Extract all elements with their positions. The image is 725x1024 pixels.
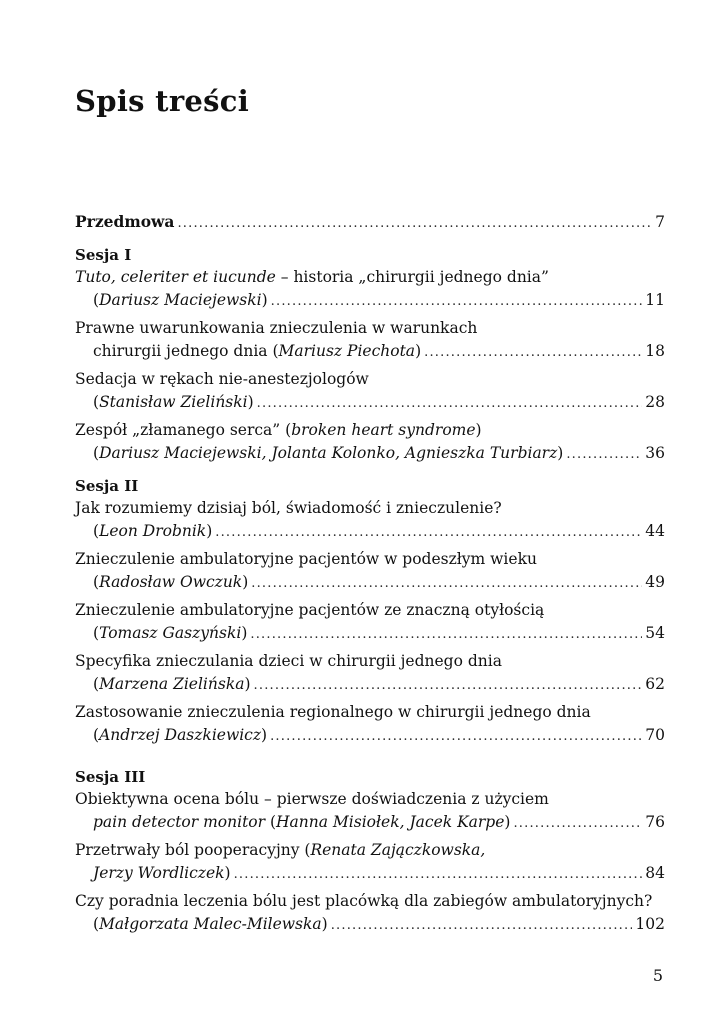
toc-entry[interactable]: Obiektywna ocena bólu – pierwsze doświadczenia z użyciem pain detector monitor (Hanna Misiołek, Jacek Karpe) ..... 76 xyxy=(75,788,665,836)
page-number: 5 xyxy=(652,966,663,985)
toc-entry[interactable]: Jak rozumiemy dzisiaj ból, świadomość i znieczulenie? (Leon Drobnik) ..... 44 xyxy=(75,497,665,545)
session-3 xyxy=(75,766,665,938)
entry-authors: Hanna Misiołek, Jacek Karpe xyxy=(276,813,505,831)
dot-leader xyxy=(215,521,642,545)
session-heading: Sesja II xyxy=(75,476,139,495)
page-ref: 7 xyxy=(655,213,665,231)
dot-leader xyxy=(257,392,643,416)
entry-title-italic: Tuto, celeriter et iucunde xyxy=(75,267,276,286)
entry-title: Sedacja w rękach nie-anestezjologów xyxy=(75,369,369,388)
page-ref: 28 xyxy=(645,393,665,411)
toc-entry[interactable]: Przetrwały ból pooperacyjny (Renata Zajączkowska, Jerzy Wordliczek) ..... 84 xyxy=(75,839,665,887)
entry-title: Zespół „złamanego serca” ( xyxy=(75,420,292,439)
dot-leader xyxy=(234,863,643,887)
entry-title: Prawne uwarunkowania znieczulenia w warunkach xyxy=(75,318,478,337)
entry-title: – historia „chirurgii jednego dnia” xyxy=(275,267,549,286)
entry-authors: Marzena Zielińska xyxy=(99,675,245,693)
page-ref: 11 xyxy=(645,291,665,309)
toc-entry[interactable]: Sedacja w rękach nie-anestezjologów (Stanisław Zieliński) ..... 28 xyxy=(75,368,665,416)
session-heading: Sesja I xyxy=(75,245,132,264)
dot-leader xyxy=(271,290,643,314)
preface-label: Przedmowa xyxy=(75,212,175,231)
page-ref: 62 xyxy=(645,675,665,693)
entry-title: Znieczulenie ambulatoryjne pacjentów w podeszłym wieku xyxy=(75,549,537,568)
entry-authors: Leon Drobnik xyxy=(99,522,207,540)
page-ref: 84 xyxy=(645,864,665,882)
toc-entry[interactable]: Prawne uwarunkowania znieczulenia w warunkach chirurgii jednego dnia (Mariusz Piechota) ..... 18 xyxy=(75,317,665,365)
dot-leader xyxy=(177,212,652,236)
page-ref: 44 xyxy=(645,522,665,540)
page-ref: 18 xyxy=(645,342,665,360)
entry-authors: Radosław Owczuk xyxy=(99,573,243,591)
entry-title: Zastosowanie znieczulenia regionalnego w chirurgii jednego dnia xyxy=(75,702,591,721)
toc-entry[interactable]: Tuto, celeriter et iucunde – historia „chirurgii jednego dnia” (Dariusz Maciejewski) ..... 11 xyxy=(75,266,665,314)
entry-authors: Dariusz Maciejewski xyxy=(99,291,262,309)
entry-authors: Małgorzata Malec-Milewska xyxy=(99,915,322,933)
entry-authors: Jerzy Wordliczek xyxy=(93,864,225,882)
entry-title: Specyfika znieczulania dzieci w chirurgii jednego dnia xyxy=(75,651,502,670)
entry-authors: Dariusz Maciejewski, Jolanta Kolonko, Agnieszka Turbiarz xyxy=(99,444,558,462)
dot-leader xyxy=(331,914,633,938)
session-1 xyxy=(75,244,665,467)
page-ref: 54 xyxy=(645,624,665,642)
toc-entry[interactable]: Specyfika znieczulania dzieci w chirurgii jednego dnia (Marzena Zielińska) ..... 62 xyxy=(75,650,665,698)
toc-entry[interactable]: Zespół „złamanego serca” (broken heart syndrome) (Dariusz Maciejewski, Jolanta Kolonko, Agnieszka Turbiarz) ..... 36 xyxy=(75,419,665,467)
entry-title: Jak rozumiemy dzisiaj ból, świadomość i znieczulenie? xyxy=(75,498,502,517)
entry-authors: Mariusz Piechota xyxy=(278,342,416,360)
entry-title: Obiektywna ocena bólu – pierwsze doświadczenia z użyciem xyxy=(75,789,549,808)
page-ref: 76 xyxy=(645,813,665,831)
table-of-contents xyxy=(75,210,665,941)
page-title: Spis treści xyxy=(75,84,250,118)
entry-title: Przetrwały ból pooperacyjny ( xyxy=(75,840,311,859)
session-heading: Sesja III xyxy=(75,767,146,786)
entry-title: Znieczulenie ambulatoryjne pacjentów ze znaczną otyłością xyxy=(75,600,545,619)
entry-title: Czy poradnia leczenia bólu jest placówką dla zabiegów ambulatoryjnych? xyxy=(75,891,653,910)
toc-entry[interactable]: Czy poradnia leczenia bólu jest placówką dla zabiegów ambulatoryjnych? (Małgorzata Malec-Milewska) ..... 102 xyxy=(75,890,665,938)
entry-authors: Stanisław Zieliński xyxy=(99,393,248,411)
page-ref: 36 xyxy=(645,444,665,462)
toc-entry[interactable]: Znieczulenie ambulatoryjne pacjentów ze znaczną otyłością (Tomasz Gaszyński) ..... 54 xyxy=(75,599,665,647)
toc-entry[interactable]: Znieczulenie ambulatoryjne pacjentów w podeszłym wieku (Radosław Owczuk) ..... 49 xyxy=(75,548,665,596)
dot-leader xyxy=(270,725,642,749)
entry-authors: Andrzej Daszkiewicz xyxy=(99,726,262,744)
toc-entry[interactable]: Zastosowanie znieczulenia regionalnego w chirurgii jednego dnia (Andrzej Daszkiewicz) ..... 70 xyxy=(75,701,665,749)
page-ref: 49 xyxy=(645,573,665,591)
dot-leader xyxy=(251,572,642,596)
dot-leader xyxy=(254,674,643,698)
dot-leader xyxy=(566,443,642,467)
entry-authors: Tomasz Gaszyński xyxy=(99,624,242,642)
session-2 xyxy=(75,475,665,749)
page-ref: 70 xyxy=(645,726,665,744)
dot-leader xyxy=(424,341,642,365)
toc-entry-preface[interactable] xyxy=(75,210,665,236)
page-ref: 102 xyxy=(635,915,665,933)
dot-leader xyxy=(250,623,642,647)
dot-leader xyxy=(513,812,642,836)
